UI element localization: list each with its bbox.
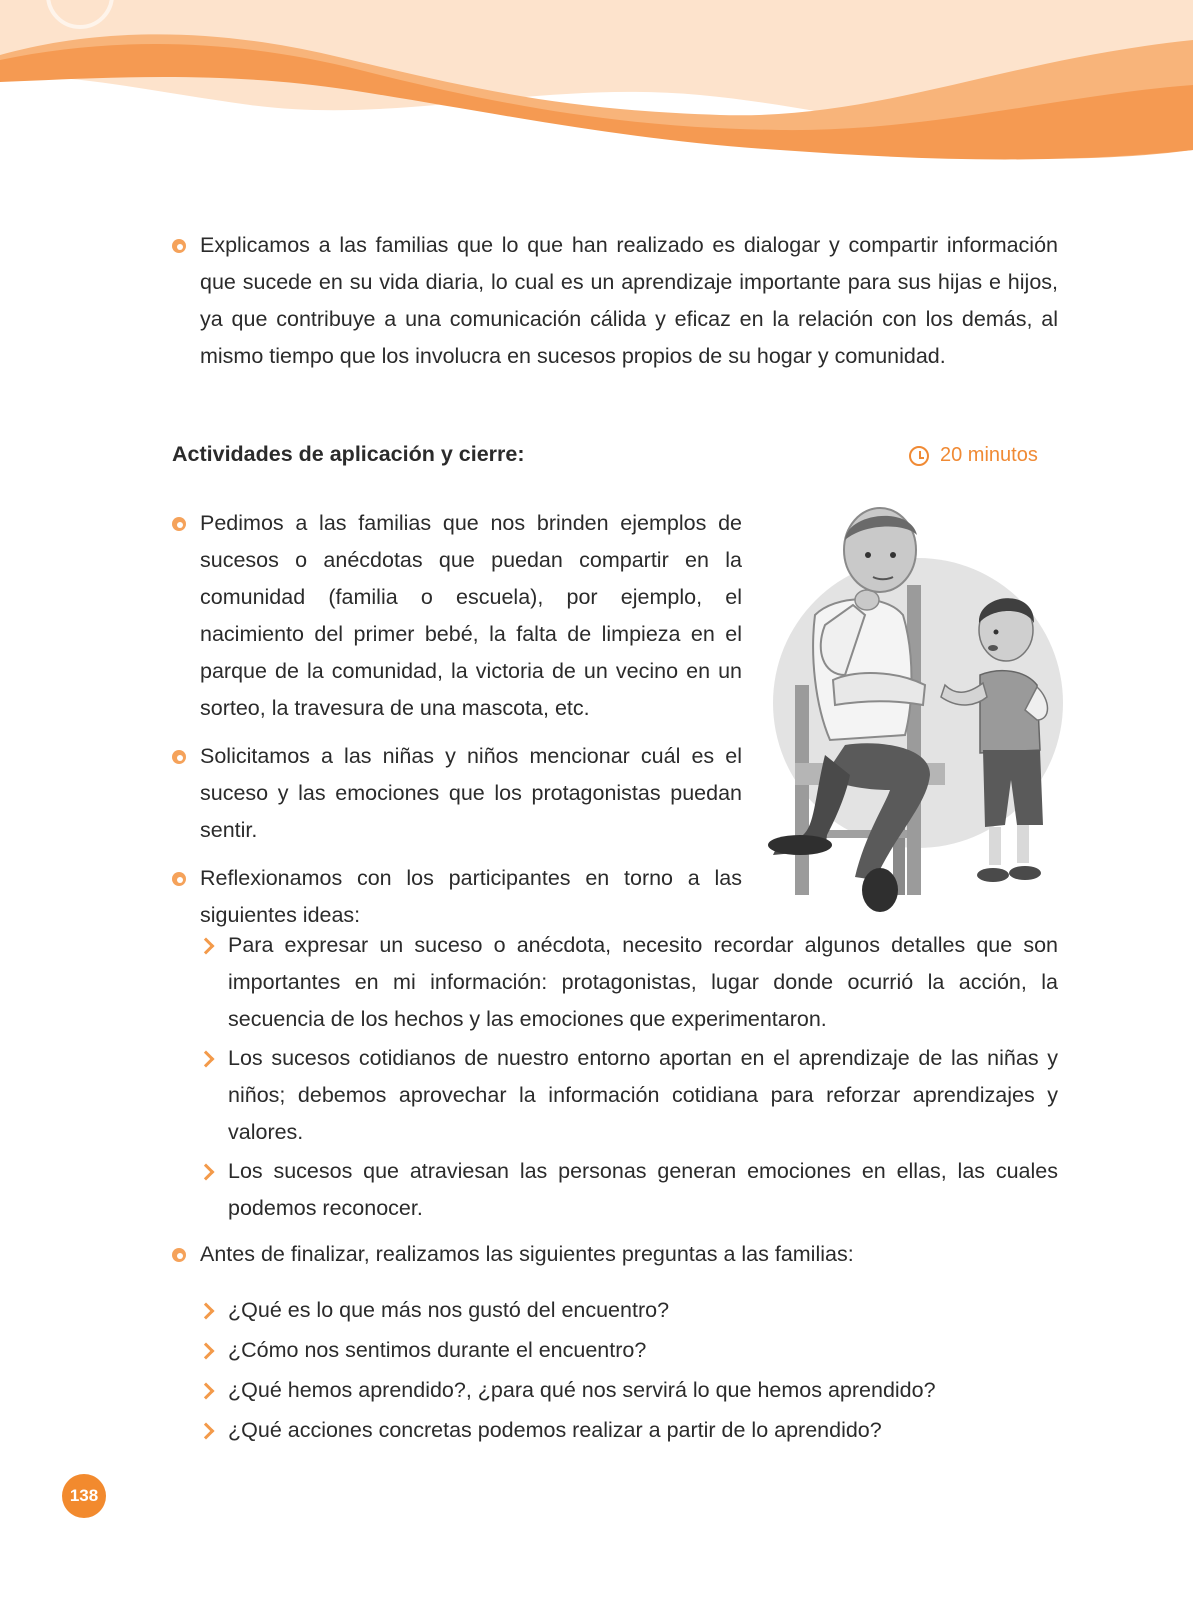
closing-question: ¿Qué es lo que más nos gustó del encuentro? <box>172 1290 1058 1330</box>
header-wave <box>0 0 1193 170</box>
activity-bullet: Reflexionamos con los participantes en torno a las siguientes ideas: <box>172 860 742 934</box>
reflection-ideas <box>172 927 1058 1273</box>
closing-question: ¿Qué acciones concretas podemos realizar a partir de lo aprendido? <box>172 1410 1058 1450</box>
chevron-right-icon <box>198 1383 215 1400</box>
reflection-idea: Para expresar un suceso o anécdota, necesito recordar algunos detalles que son importantes en mi información: protagonistas, lugar donde ocurrió la acción, la secuencia de los hechos y las emociones que experimentaron. <box>172 927 1058 1038</box>
bullet-dot-icon <box>172 872 186 886</box>
illustration-man-and-child <box>755 505 1065 920</box>
intro-bullet <box>172 227 1058 375</box>
reflection-idea: Los sucesos que atraviesan las personas generan emociones en ellas, las cuales podemos reconocer. <box>172 1153 1058 1227</box>
closing-question: ¿Cómo nos sentimos durante el encuentro? <box>172 1330 1058 1370</box>
chevron-right-icon <box>198 1343 215 1360</box>
bullet-dot-icon <box>172 239 186 253</box>
duration-badge <box>909 444 1038 467</box>
clock-icon <box>909 446 929 466</box>
page-number: 138 <box>62 1474 106 1518</box>
closing-bullet: Antes de finalizar, realizamos las siguientes preguntas a las familias: <box>172 1236 1058 1273</box>
chevron-right-icon <box>198 938 215 955</box>
bullet-dot-icon <box>172 517 186 531</box>
chevron-right-icon <box>198 1051 215 1068</box>
section-title: Actividades de aplicación y cierre: <box>172 442 525 466</box>
chevron-right-icon <box>198 1423 215 1440</box>
reflection-idea: Los sucesos cotidianos de nuestro entorno aportan en el aprendizaje de las niñas y niños; debemos aprovechar la información cotidiana para reforzar aprendizajes y valores. <box>172 1040 1058 1151</box>
duration-text: 20 minutos <box>940 444 1038 466</box>
intro-paragraph: Explicamos a las familias que lo que han realizado es dialogar y compartir información que sucede en su vida diaria, lo cual es un aprendizaje importante para sus hijas e hijos, ya que contribuye a una comunicación cálida y eficaz en la relación con los demás, al mismo tiempo que los involucra en sucesos propios de su hogar y comunidad. <box>200 233 1058 368</box>
activity-bullets <box>172 505 742 934</box>
chevron-right-icon <box>198 1303 215 1320</box>
closing-question: ¿Qué hemos aprendido?, ¿para qué nos servirá lo que hemos aprendido? <box>172 1370 1058 1410</box>
bullet-dot-icon <box>172 1248 186 1262</box>
chevron-right-icon <box>198 1164 215 1181</box>
activity-bullet: Pedimos a las familias que nos brinden ejemplos de sucesos o anécdotas que puedan compartir en la comunidad (familia o escuela), por ejemplo, el nacimiento del primer bebé, la falta de limpieza en el parque de la comunidad, la victoria de un vecino en un sorteo, la travesura de una mascota, etc. <box>172 505 742 727</box>
activity-bullet: Solicitamos a las niñas y niños mencionar cuál es el suceso y las emociones que los protagonistas puedan sentir. <box>172 738 742 849</box>
closing-questions <box>172 1290 1058 1450</box>
bullet-dot-icon <box>172 750 186 764</box>
intro-section <box>172 227 1058 375</box>
